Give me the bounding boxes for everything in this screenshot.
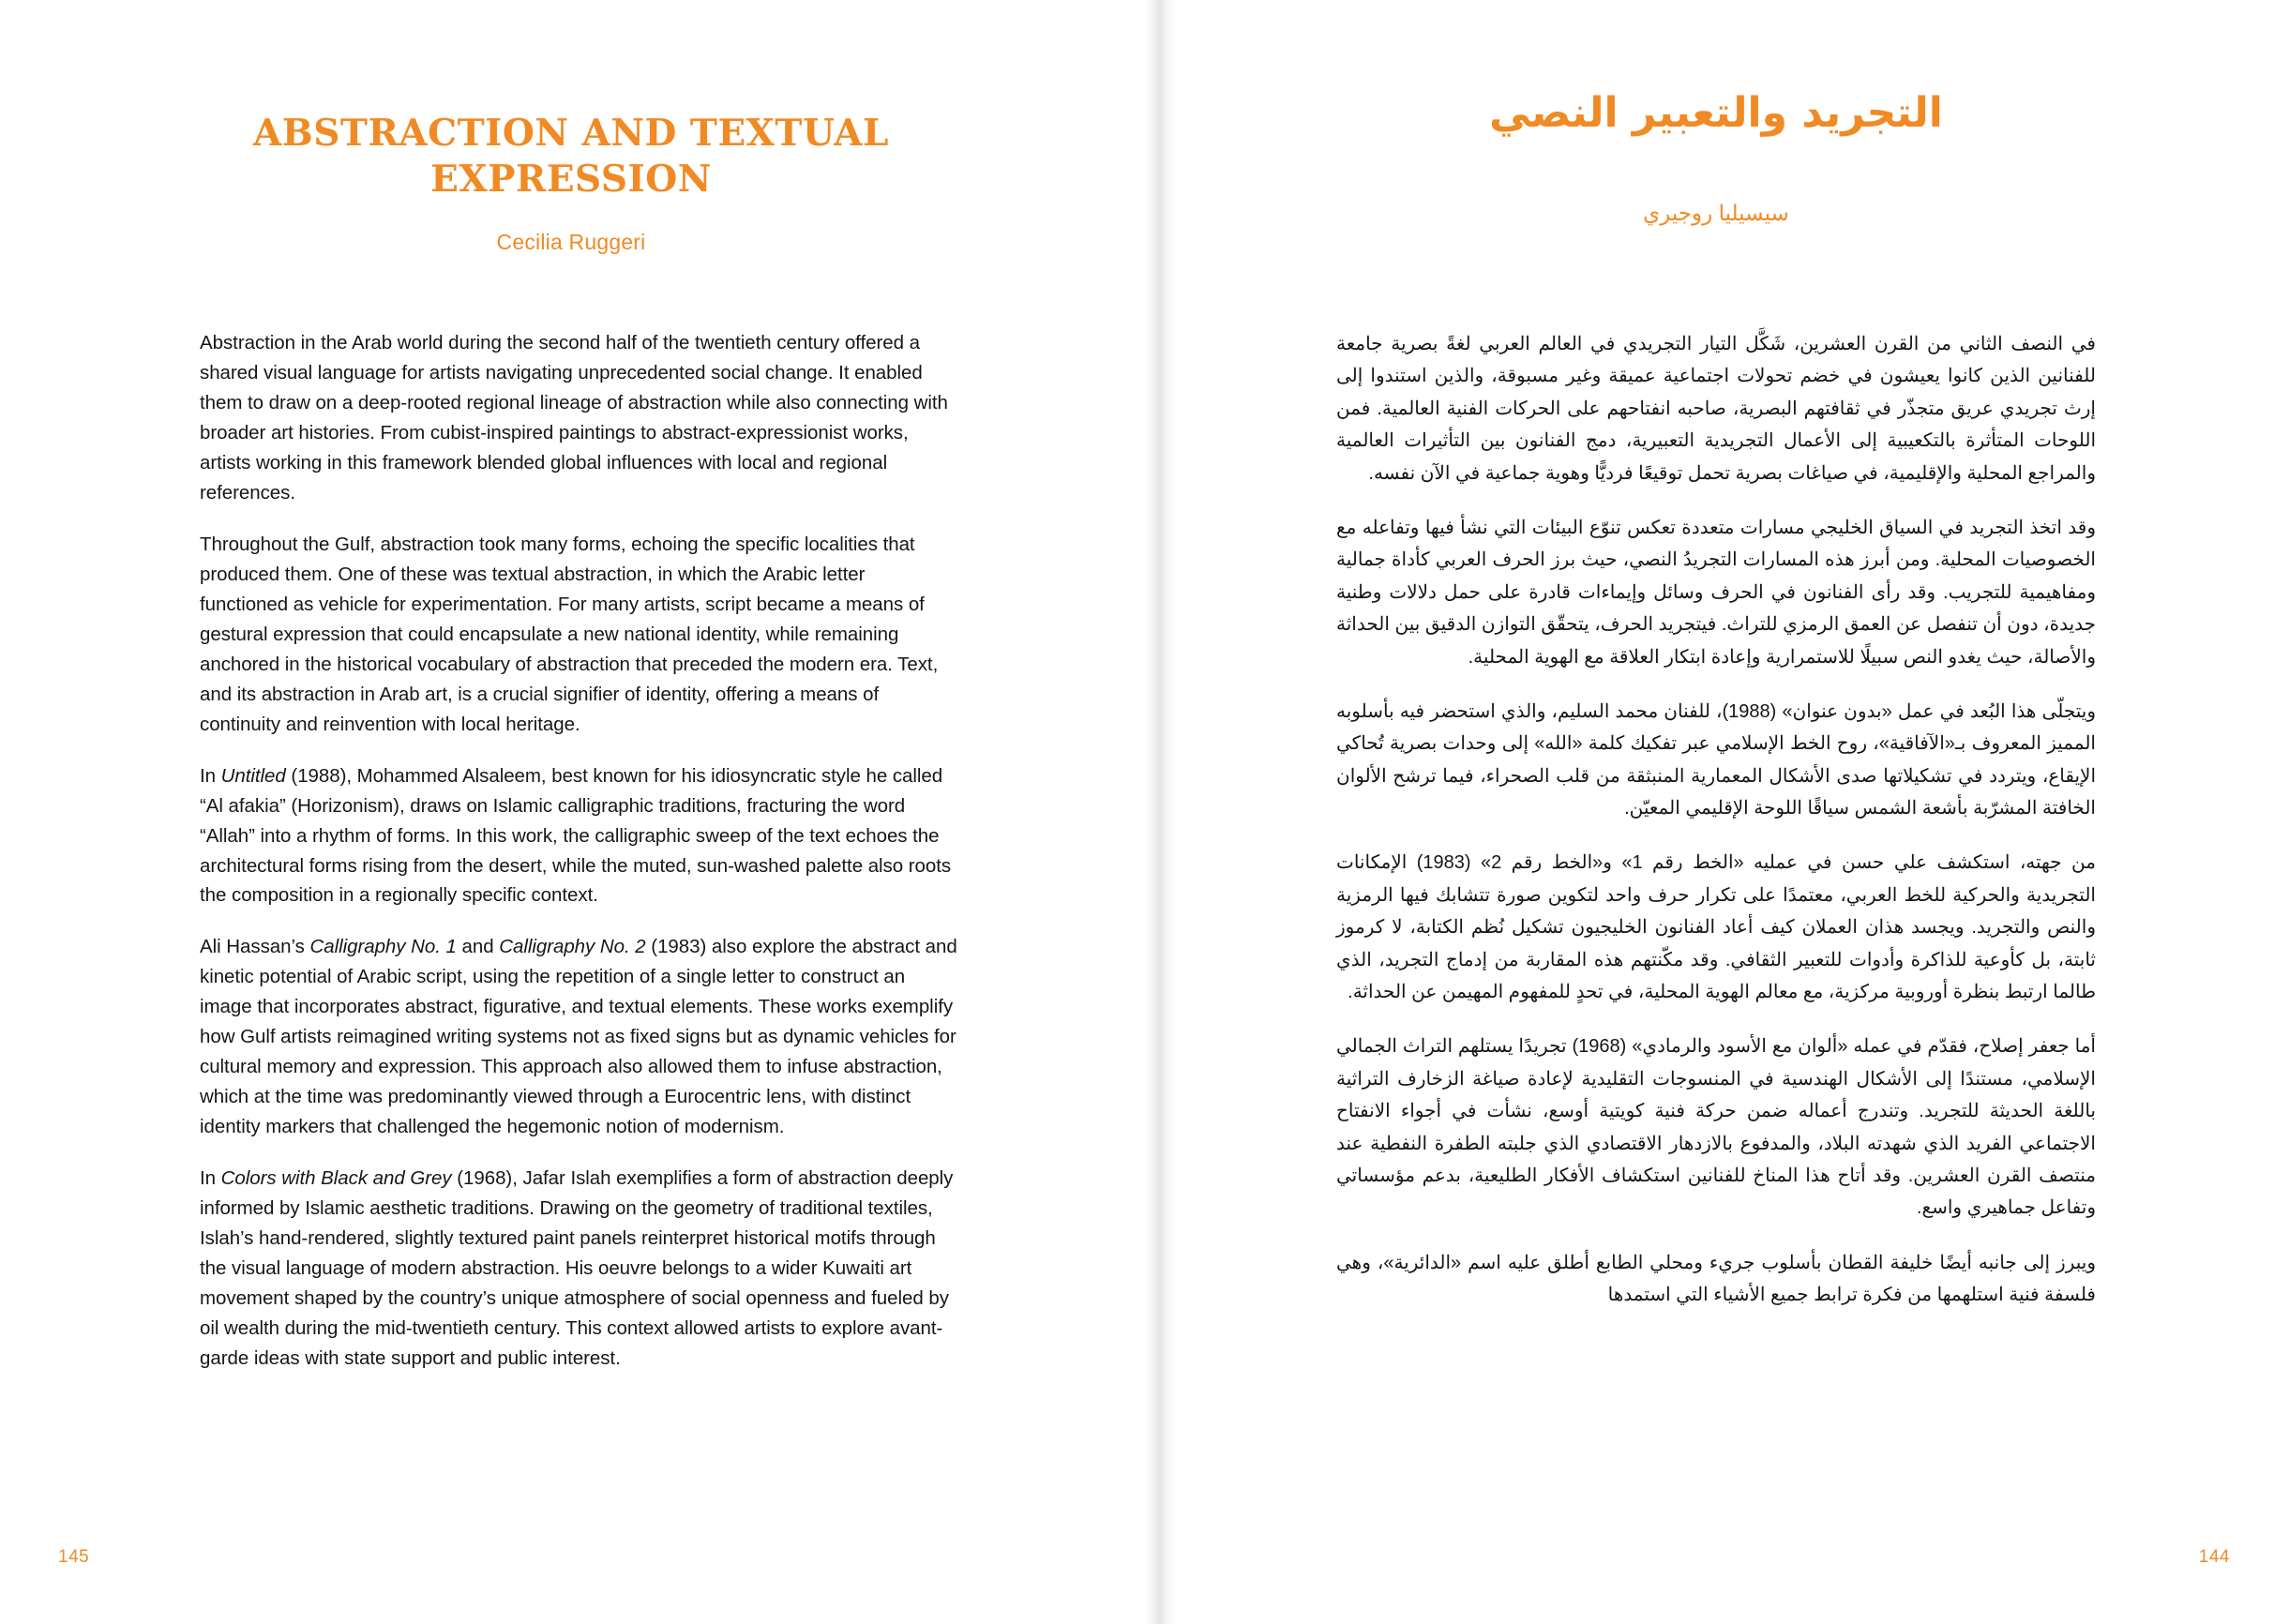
page-right-arabic: [1144, 0, 2288, 1624]
paragraph: ويبرز إلى جانبه أيضًا خليفة القطان بأسلوب جريء ومحلي الطابع أطلق عليه اسم «الدائرية»، وهي فلسفة فنية استلهمها من فكرة ترابط جميع الأشياء التي استمدها: [1336, 1252, 2096, 1306]
paragraph: ويتجلّى هذا البُعد في عمل «بدون عنوان» (1988)، للفنان محمد السليم، والذي استحضر فيه بأسلوبه المميز المعروف بـ«الآفاقية»، روح الخط الإسلامي عبر تفكيك كلمة «الله» إلى وحدات بصرية تُحاكي الإيقاع، ويتردد في تشكيلاتها صدى الأشكال المعمارية المنبثقة من قلب الصحراء، فيما ترشح الألوان الخافتة المشرّبة بأشعة الشمس سياقًا اللوحة الإقليمي المعيّن.: [1336, 700, 2096, 820]
page-number-right: 144: [2198, 1547, 2230, 1567]
paragraph: أما جعفر إصلاح، فقدّم في عمله «ألوان مع الأسود والرمادي» (1968) تجريدًا يستلهم التراث الجمالي الإسلامي، مستندًا إلى الأشكال الهندسية في المنسوجات التقليدية لإعادة صياغة الزخارف التراثية باللغة الحديثة للتجريد. وتندرج أعماله ضمن حركة فنية كويتية أوسع، نشأت في أجواء الانفتاح الاجتماعي الفريد الذي شهدته البلاد، والمدفوع بالازدهار الاقتصادي الذي جلبته الطفرة النفطية عند منتصف القرن العشرين. وقد أتاح هذا المناخ للفنانين استكشاف الأفكار الطليعية، بدعم مؤسساتي وتفاعل جماهيري واسع.: [1336, 1036, 2096, 1219]
paragraph: Abstraction in the Arab world during the second half of the twentieth century offered a shared visual language for artists navigating unprecedented social change. It enabled them to draw on a deep-rooted regional lineage of abstraction while also connecting with broader art histories. From cubist-inspired paintings to abstract-expressionist works, artists working in this framework blended global influences with local and regional references.: [200, 332, 948, 504]
page-left-english: [0, 0, 1144, 1624]
page-number-left: 145: [58, 1547, 90, 1567]
paragraph: In Colors with Black and Grey (1968), Jafar Islah exemplifies a form of abstraction deeply informed by Islamic aesthetic traditions. Drawing on the geometry of traditional textiles, Islah’s hand-rendered, slightly textured paint panels reinterpret historical motifs through the visual language of modern abstraction. His oeuvre belongs to a wider Kuwaiti art movement shaped by the country’s unique atmosphere of social openness and fueled by oil wealth during the mid-twentieth century. This context allowed artists to explore avant-garde ideas with state support and public interest.: [200, 1167, 954, 1370]
page-title: ABSTRACTION AND TEXTUAL EXPRESSION: [253, 112, 889, 202]
english-body-text: [200, 328, 957, 1395]
author-name: Cecilia Ruggeri: [496, 230, 646, 254]
arabic-body-text: [1336, 328, 2096, 1334]
page-title-arabic: التجريد والتعبير النصي: [1489, 89, 1943, 137]
paragraph: في النصف الثاني من القرن العشرين، شَكَّل التيار التجريدي في العالم العربي لغةً بصرية جامعة للفنانين الذين كانوا يعيشون في خضم تحولات اجتماعية عميقة وغير مسبوقة، والذين استندوا إلى إرث تجريدي عريق متجذّر في ثقافتهم البصرية، صاحبه انفتاحهم على الحركات الفنية العالمية. فمن اللوحات المتأثرة بالتكعيبية إلى الأعمال التجريدية التعبيرية، دمج الفنانون بين التأثيرات العالمية والمراجع المحلية والإقليمية، في صياغات بصرية تحمل توقيعًا فرديًّا وهوية جماعية في الآن نفسه.: [1336, 334, 2096, 484]
author-name-arabic: سيسيليا روجيري: [1643, 201, 1789, 225]
paragraph: In Untitled (1988), Mohammed Alsaleem, best known for his idiosyncratic style he called “Al afakia” (Horizonism), draws on Islamic calligraphic traditions, fracturing the word “Allah” into a rhythm of forms. In this work, the calligraphic sweep of the text echoes the architectural forms rising from the desert, while the muted, sun-washed palette also roots the composition in a regionally specific context.: [200, 764, 952, 907]
paragraph: Ali Hassan’s Calligraphy No. 1 and Calligraphy No. 2 (1983) also explore the abstract and kinetic potential of Arabic script, using the repetition of a single letter to construct an image that incorporates abstract, figurative, and textual elements. These works exemplify how Gulf artists reimagined writing systems not as fixed signs but as dynamic vehicles for cultural memory and expression. This approach also allowed them to infuse abstraction, which at the time was predominantly viewed through a Eurocentric lens, with distinct identity markers that challenged the hegemonic notion of modernism.: [200, 936, 957, 1138]
paragraph: وقد اتخذ التجريد في السياق الخليجي مسارات متعددة تعكس تنوّع البيئات التي نشأ فيها وتفاعله مع الخصوصيات المحلية. ومن أبرز هذه المسارات التجريدُ النصي، حيث برز الحرف العربي كأداة جمالية ومفاهيمية للتجريب. وقد رأى الفنانون في الحرف وسائل وإيماءات قادرة على حمل دلالات وطنية جديدة، دون أن تنفصل عن العمق الرمزي للتراث. فيتجريد الحرف، يتحقّق التوازن الدقيق بين الحداثة والأصالة، حيث يغدو النص سبيلًا للاستمرارية وإعادة ابتكار العلاقة مع الهوية المحلية.: [1336, 517, 2096, 668]
paragraph: Throughout the Gulf, abstraction took many forms, echoing the specific localities that produced them. One of these was textual abstraction, in which the Arabic letter functioned as vehicle for experimentation. For many artists, script became a means of gestural expression that could encapsulate a new national identity, while remaining anchored in the historical vocabulary of abstraction that preceded the modern era. Text, and its abstraction in Arab art, is a crucial signifier of identity, offering a means of continuity and reinvention with local heritage.: [200, 533, 939, 735]
paragraph: من جهته، استكشف علي حسن في عمليه «الخط رقم 1» و«الخط رقم 2» (1983) الإمكانات التجريدية والحركية للخط العربي، معتمدًا على تكرار حرف واحد لتكوين صورة تتشابك فيها الرمزية والنص والتجريد. ويجسد هذان العملان كيف أعاد الفنانون الخليجيون تشكيل نُظم الكتابة، لا كرموز ثابتة، بل كأوعية للذاكرة وأدوات للتعبير الثقافي. وقد مكّنتهم هذه المقاربة من إدماج التجريد، الذي طالما ارتبط بنظرة أوروبية مركزية، مع معالم الهوية المحلية، في تحدٍ للمفهوم المهيمن عن الحداثة.: [1336, 852, 2096, 1003]
